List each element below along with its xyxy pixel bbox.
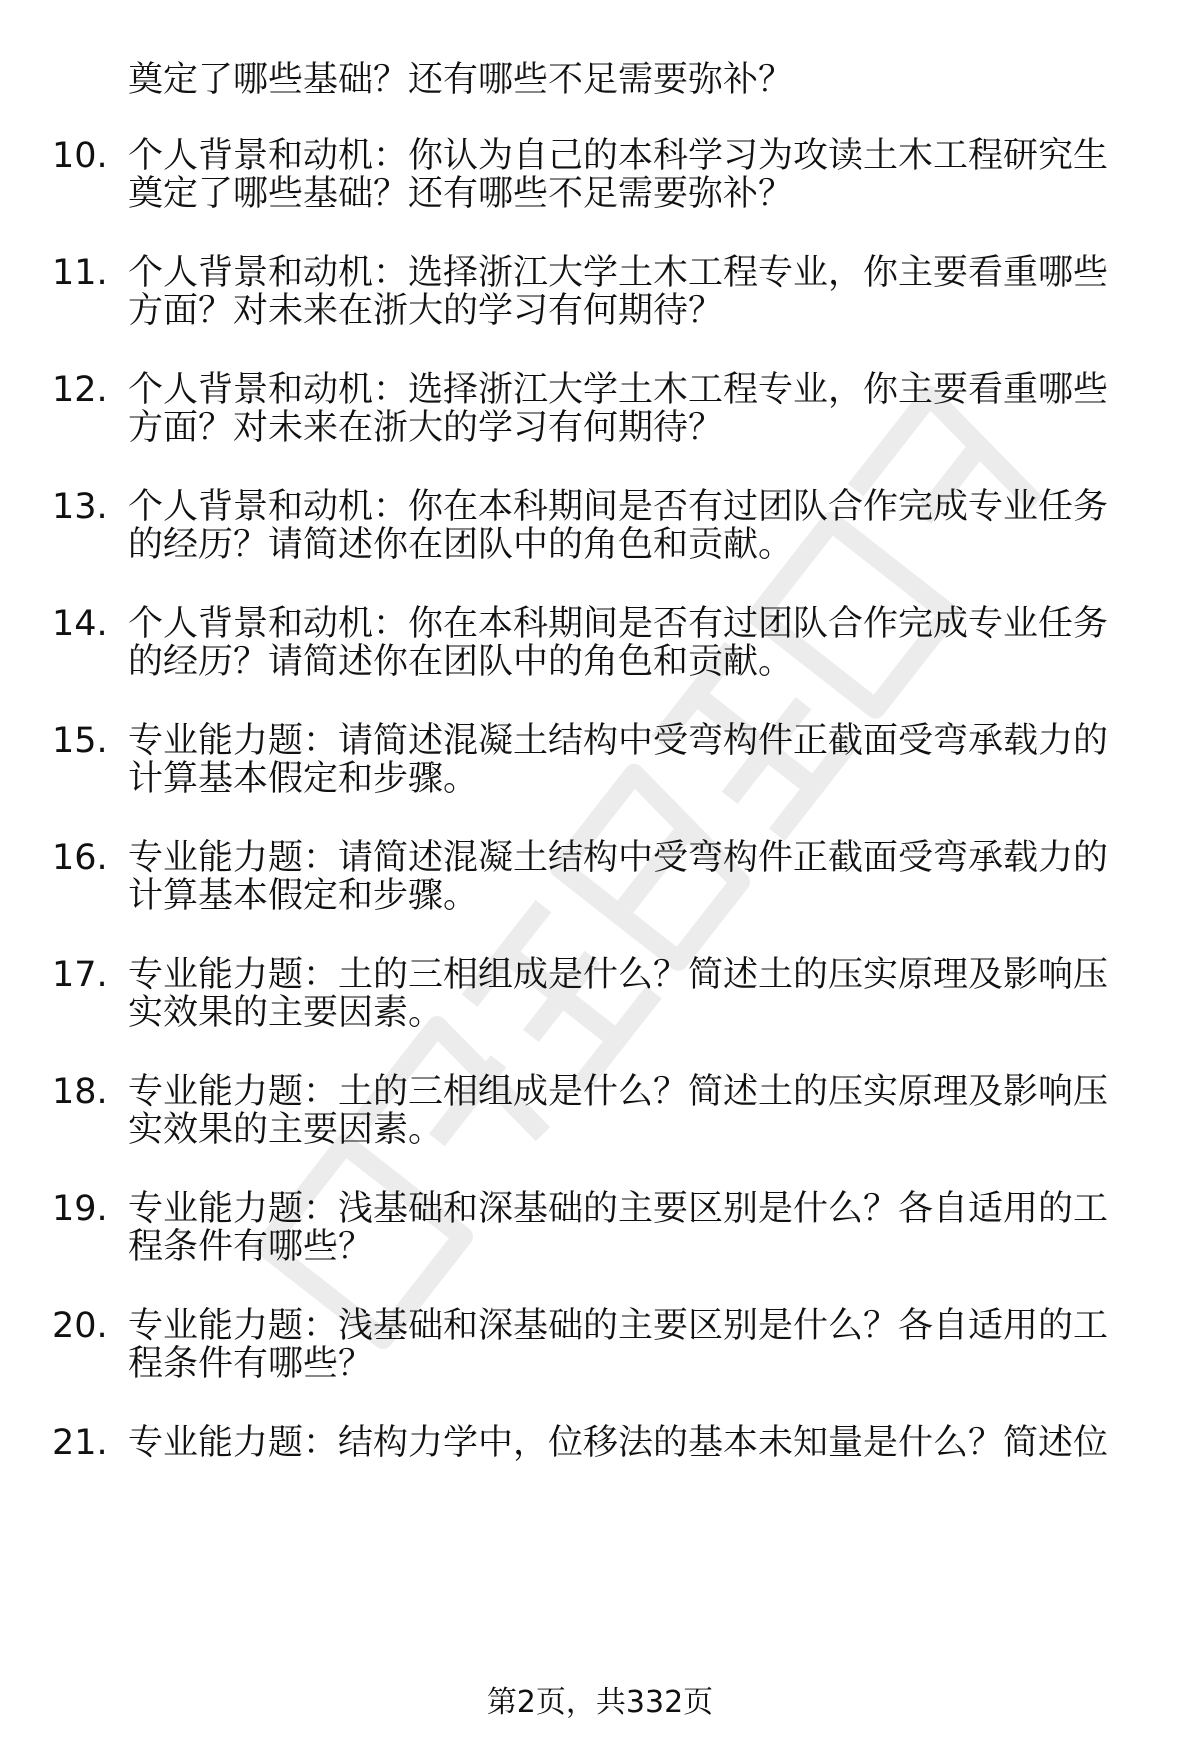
item-number: 17. [52,955,108,995]
item-text-line2: 方面？对未来在浙大的学习有何期待？ [128,291,724,331]
item-text-line2: 计算基本假定和步骤。 [128,876,479,916]
item-number: 18. [52,1072,108,1112]
item-number: 14. [52,604,108,644]
item-text-line2: 奠定了哪些基础？还有哪些不足需要弥补？ [128,174,794,214]
item-text-line2: 方面？对未来在浙大的学习有何期待？ [128,408,724,448]
item-text-line1: 个人背景和动机：你认为自己的本科学习为攻读土木工程研究生 [128,136,1109,176]
item-number: 20. [52,1306,108,1346]
item-text-line1: 个人背景和动机：选择浙江大学土木工程专业，你主要看重哪些 [128,370,1109,410]
item-text-line2: 实效果的主要因素。 [128,1110,444,1150]
item-text-line1: 个人背景和动机：你在本科期间是否有过团队合作完成专业任务 [128,487,1109,527]
item-text-line2: 实效果的主要因素。 [128,993,444,1033]
page-footer: 第2页，共332页 [486,1685,714,1720]
item-text-line1: 专业能力题：结构力学中，位移法的基本未知量是什么？简述位 [128,1423,1109,1463]
item-text-line1: 个人背景和动机：你在本科期间是否有过团队合作完成专业任务 [128,604,1109,644]
item-number: 19. [52,1189,108,1229]
item-number: 21. [52,1423,108,1463]
continuation-line: 奠定了哪些基础？还有哪些不足需要弥补？ [128,60,794,100]
item-number: 10. [52,136,108,176]
item-text-line1: 专业能力题：请简述混凝土结构中受弯构件正截面受弯承载力的 [128,721,1109,761]
item-number: 15. [52,721,108,761]
item-number: 13. [52,487,108,527]
item-text-line1: 专业能力题：浅基础和深基础的主要区别是什么？各自适用的工 [128,1306,1109,1346]
item-number: 16. [52,838,108,878]
item-number: 12. [52,370,108,410]
item-text-line2: 程条件有哪些？ [128,1227,374,1267]
item-number: 11. [52,253,108,293]
item-text-line1: 专业能力题：浅基础和深基础的主要区别是什么？各自适用的工 [128,1189,1109,1229]
item-text-line2: 计算基本假定和步骤。 [128,759,479,799]
item-text-line1: 专业能力题：请简述混凝土结构中受弯构件正截面受弯承载力的 [128,838,1109,878]
item-text-line1: 专业能力题：土的三相组成是什么？简述土的压实原理及影响压 [128,1072,1109,1112]
item-text-line1: 专业能力题：土的三相组成是什么？简述土的压实原理及影响压 [128,955,1109,995]
item-text-line2: 的经历？请简述你在团队中的角色和贡献。 [128,525,794,565]
item-text-line1: 个人背景和动机：选择浙江大学土木工程专业，你主要看重哪些 [128,253,1109,293]
item-text-line2: 的经历？请简述你在团队中的角色和贡献。 [128,642,794,682]
item-text-line2: 程条件有哪些？ [128,1344,374,1384]
